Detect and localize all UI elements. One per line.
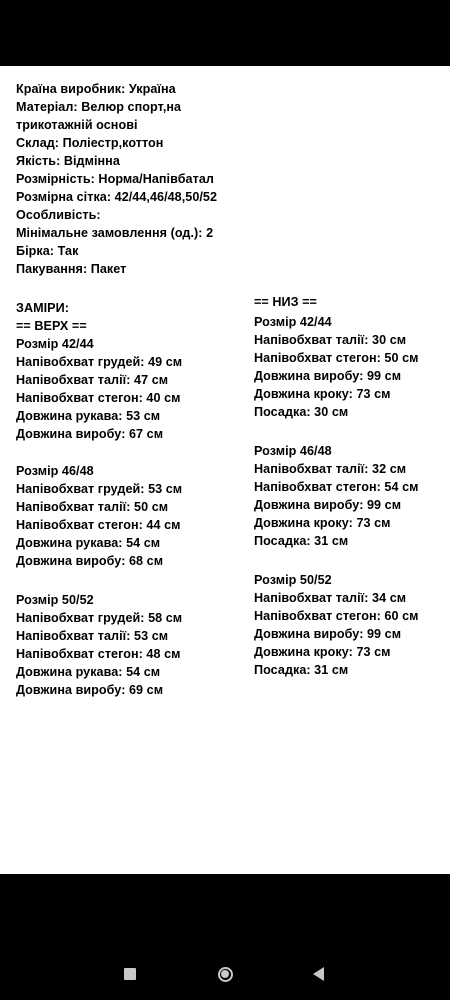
top-size-row: Довжина рукава: 54 см — [16, 536, 161, 550]
bottom-size-row: Посадка: 31 см — [254, 663, 349, 677]
top-size-title: Розмір 50/52 — [16, 593, 94, 607]
top-size-row: Напівобхват талії: 53 см — [16, 629, 169, 643]
bottom-size-row: Довжина кроку: 73 см — [254, 516, 391, 530]
info-line-country: Країна виробник: Україна — [16, 82, 176, 96]
top-size-row: Довжина рукава: 53 см — [16, 409, 161, 423]
bottom-size-row: Напівобхват стегон: 50 см — [254, 351, 419, 365]
info-line-feature: Особливість: — [16, 208, 101, 222]
info-line-size-grid: Розмірна сітка: 42/44,46/48,50/52 — [16, 190, 218, 204]
top-size-row: Напівобхват грудей: 58 см — [16, 611, 183, 625]
bottom-size-row: Довжина виробу: 99 см — [254, 498, 402, 512]
info-line-sizing: Розмірність: Норма/Напівбатал — [16, 172, 214, 186]
bottom-size-title: Розмір 42/44 — [254, 315, 332, 329]
bottom-size-row: Посадка: 30 см — [254, 405, 349, 419]
top-size-row: Напівобхват талії: 50 см — [16, 500, 169, 514]
info-line-min-order: Мінімальне замовлення (од.): 2 — [16, 226, 214, 240]
bottom-size-row: Довжина виробу: 99 см — [254, 369, 402, 383]
top-size-title: Розмір 46/48 — [16, 464, 94, 478]
bottom-size-row: Довжина кроку: 73 см — [254, 387, 391, 401]
system-navigation-bar — [0, 874, 450, 1000]
recents-button[interactable] — [118, 962, 142, 986]
info-line-material: Матеріал: Велюр спорт,на — [16, 100, 182, 114]
top-size-row: Довжина виробу: 67 см — [16, 427, 164, 441]
bottom-size-row: Напівобхват талії: 30 см — [254, 333, 407, 347]
bottom-size-title: Розмір 50/52 — [254, 573, 332, 587]
top-size-row: Напівобхват стегон: 48 см — [16, 647, 181, 661]
top-size-row: Напівобхват грудей: 53 см — [16, 482, 183, 496]
home-button[interactable] — [213, 962, 237, 986]
home-icon — [218, 967, 233, 982]
bottom-size-row: Довжина виробу: 99 см — [254, 627, 402, 641]
top-size-row: Напівобхват грудей: 49 см — [16, 355, 183, 369]
measurements-heading: ЗАМІРИ: — [16, 301, 69, 315]
top-size-row: Довжина виробу: 69 см — [16, 683, 164, 697]
bottom-size-row: Напівобхват талії: 32 см — [254, 462, 407, 476]
bottom-size-row: Довжина кроку: 73 см — [254, 645, 391, 659]
top-size-row: Довжина виробу: 68 см — [16, 554, 164, 568]
top-size-title: Розмір 42/44 — [16, 337, 94, 351]
bottom-size-row: Напівобхват талії: 34 см — [254, 591, 407, 605]
bottom-size-row: Напівобхват стегон: 54 см — [254, 480, 419, 494]
recents-icon — [124, 968, 136, 980]
top-size-row: Напівобхват талії: 47 см — [16, 373, 169, 387]
top-size-row: Напівобхват стегон: 40 см — [16, 391, 181, 405]
product-description-image — [0, 66, 450, 874]
status-bar-area — [0, 0, 450, 66]
info-line-tag: Бірка: Так — [16, 244, 79, 258]
info-line-material-cont: трикотажній основі — [16, 118, 138, 132]
info-line-packaging: Пакування: Пакет — [16, 262, 127, 276]
back-button[interactable] — [306, 962, 330, 986]
back-icon — [313, 967, 324, 981]
bottom-size-row: Напівобхват стегон: 60 см — [254, 609, 419, 623]
top-size-row: Довжина рукава: 54 см — [16, 665, 161, 679]
bottom-size-row: Посадка: 31 см — [254, 534, 349, 548]
bottom-size-title: Розмір 46/48 — [254, 444, 332, 458]
info-line-quality: Якість: Відмінна — [16, 154, 120, 168]
info-line-composition: Склад: Поліестр,коттон — [16, 136, 164, 150]
top-size-row: Напівобхват стегон: 44 см — [16, 518, 181, 532]
top-subheading: == ВЕРХ == — [16, 319, 87, 333]
bottom-subheading: == НИЗ == — [254, 295, 317, 309]
